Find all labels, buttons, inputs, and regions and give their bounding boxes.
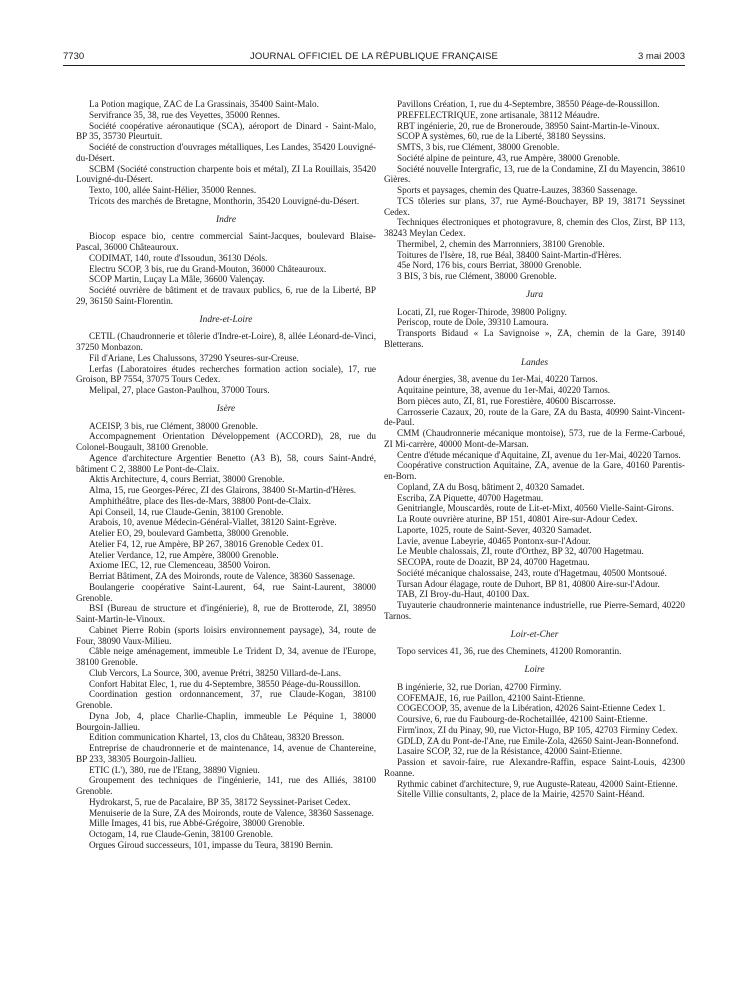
page-number: 7730 — [63, 51, 85, 62]
company-entry: Câble neige aménagement, immeuble Le Trident D, 34, avenue de l'Europe, 38100 Grenoble. — [76, 646, 376, 667]
company-entry: Transports Bidaud « La Savignoise », ZA, chemin de la Gare, 39140 Bletterans. — [384, 328, 685, 349]
company-entry: Topo services 41, 36, rue des Cheminets, 41200 Romorantin. — [397, 646, 622, 657]
company-entry: Dyna Job, 4, place Charlie-Chaplin, immeuble Le Péquine 1, 38000 Bourgoin-Jallieu. — [76, 710, 376, 732]
department-heading: Jura — [525, 289, 544, 300]
company-entry: COFEMAJE, 16, rue Paillon, 42100 Saint-Etienne. — [397, 692, 586, 703]
company-entry: Escriba, ZA Piquette, 40700 Hagetmau. — [397, 492, 544, 503]
company-entry: COGECOOP, 35, avenue de la Libération, 42026 Saint-Etienne Cedex 1. — [397, 703, 666, 714]
company-entry: Lasaire SCOP, 32, rue de la Résistance, 42000 Saint-Etienne. — [397, 746, 623, 757]
company-entry: TCS tôleries sur plans, 37, rue Aymé-Bouchayer, BP 19, 38171 Seyssinet Cedex. — [384, 195, 685, 217]
company-entry: ACEISP, 3 bis, rue Clément, 38000 Grenoble. — [89, 420, 258, 431]
company-entry: Confort Habitat Elec, 1, rue du 4-Septembre, 38550 Péage-du-Roussillon. — [89, 678, 361, 689]
company-entry: Amphithéâtre, place des Iles-de-Mars, 38800 Pont-de-Claix. — [89, 495, 311, 506]
company-entry: Menuiserie de la Sure, ZA des Moironds, route de Valence, 38360 Sassenage. — [89, 807, 374, 818]
company-entry: Techniques électroniques et photogravure, 8, chemin des Clos, Zirst, BP 113, 38243 Meylan Cedex. — [384, 217, 685, 238]
company-entry: Carrosserie Cazaux, 20, route de la Gare, ZA du Basta, 40990 Saint-Vincent-de-Paul. — [384, 406, 685, 428]
company-entry: Axiome IEC, 12, rue Clemenceau, 38500 Voiron. — [89, 560, 271, 571]
company-entry: PREFELECTRIQUE, zone artisanale, 38112 Méaudre. — [397, 109, 600, 120]
company-entry: Entreprise de chaudronnerie et de maintenance, 14, avenue de Chantereine, BP 233, 38305 Bourgoin-Jallieu. — [76, 743, 376, 764]
department-heading: Isère — [216, 403, 236, 414]
company-entry: B ingénierie, 32, rue Dorian, 42700 Firminy. — [397, 681, 562, 692]
company-entry: Orgues Giroud successeurs, 101, impasse du Teura, 38190 Bernin. — [89, 839, 333, 850]
department-heading: Loire — [524, 665, 545, 675]
company-entry: La Potion magique, ZAC de La Grassinais, 35400 Saint-Malo. — [89, 99, 319, 109]
company-entry: Born pièces auto, ZI, 81, rue Forestière, 40600 Biscarrosse. — [397, 395, 616, 406]
journal-title: JOURNAL OFFICIEL DE LA RÉPUBLIQUE FRANÇAISE — [249, 51, 499, 62]
company-entry: RBT ingénierie, 20, rue de Broneroude, 38950 Saint-Martin-le-Vinoux. — [397, 120, 660, 131]
company-entry: Aktis Architecture, 4, cours Berriat, 38000 Grenoble. — [89, 474, 285, 485]
company-entry: Thermibel, 2, chemin des Marronniers, 38100 Grenoble. — [397, 238, 605, 249]
company-entry: Genitriangle, Mouscardès, route de Lit-et-Mixt, 40560 Vielle-Saint-Girons. — [397, 503, 674, 514]
company-entry: Atelier EO, 29, boulevard Gambetta, 38000 Grenoble. — [89, 528, 289, 538]
company-entry: Berriat Bâtiment, ZA des Moironds, route de Valence, 38360 Sassenage. — [89, 571, 355, 581]
page-header — [63, 51, 685, 66]
company-entry: Coopérative construction Aquitaine, ZA, avenue de la Gare, 40160 Parentis-en-Born. — [384, 460, 685, 481]
department-heading: Landes — [520, 357, 549, 368]
company-entry: Mille Images, 41 bis, rue Abbé-Grégoire, 38000 Grenoble. — [89, 818, 305, 829]
company-entry: CMM (Chaudronnerie mécanique montoise), 573, rue de la Ferme-Carboué, ZI Mi-carrère, 40000 Mont-de-Marsan. — [384, 428, 685, 449]
company-entry: Biocop espace bio, centre commercial Saint-Jacques, boulevard Blaise-Pascal, 36000 Châteauroux. — [76, 231, 376, 252]
company-entry: ETIC (L'), 380, rue de l'Etang, 38890 Vignieu. — [89, 764, 260, 775]
company-entry: TAB, ZI Broy-du-Haut, 40100 Dax. — [397, 589, 530, 600]
company-entry: Cabinet Pierre Robin (sports loisirs environnement paysage), 34, route de Four, 38090 Vaux-Milieu. — [76, 624, 376, 646]
company-entry: Rythmic cabinet d'architecture, 9, rue Auguste-Rateau, 42000 Saint-Etienne. — [397, 778, 678, 789]
company-entry: 45e Nord, 176 bis, cours Berriat, 38000 Grenoble. — [397, 260, 582, 271]
company-entry: Adour énergies, 38, avenue du 1er-Mai, 40220 Tarnos. — [397, 374, 598, 385]
company-entry: Société ouvrière de bâtiment et de travaux publics, 6, rue de la Liberté, BP 29, 36150 Saint-Florentin. — [76, 285, 376, 306]
company-entry: Lerfas (Laboratoires études recherches formation action sociale), 17, rue Groison, BP 7554, 37075 Tours Cedex. — [76, 363, 376, 385]
company-entry: SMTS, 3 bis, rue Clément, 38000 Grenoble. — [397, 142, 560, 152]
company-entry: Centre d'étude mécanique d'Aquitaine, ZI, avenue du 1er-Mai, 40220 Tarnos. — [397, 449, 681, 460]
right-column — [384, 99, 685, 800]
company-entry: Groupement des techniques de l'ingénierie, 141, rue des Alliés, 38100 Grenoble. — [76, 775, 376, 796]
company-entry: Accompagnement Orientation Développement (ACCORD), 28, rue du Colonel-Bougault, 38100 Grenoble. — [76, 431, 376, 452]
department-heading: Indre — [216, 214, 236, 225]
company-entry: Le Meuble chalossais, ZI, route d'Orthez, BP 32, 40700 Hagetmau. — [397, 546, 644, 557]
company-entry: BSI (Bureau de structure et d'ingénierie), 8, rue de Brotterode, ZI, 38950 Saint-Martin-le-Vinoux. — [76, 603, 376, 624]
company-entry: Texto, 100, allée Saint-Hélier, 35000 Rennes. — [89, 185, 257, 195]
company-entry: Toitures de l'Isère, 18, rue Béal, 38400 Saint-Martin-d'Hères. — [397, 249, 622, 260]
company-entry: CETIL (Chaudronnerie et tôlerie d'Indre-et-Loire), 8, allée Léonard-de-Vinci, 37250 Monbazon. — [76, 331, 376, 352]
company-entry: Sitelle Villie consultants, 2, place de la Mairie, 42570 Saint-Héand. — [397, 789, 645, 800]
company-entry: GDLD, ZA du Pont-de-l'Ane, rue Emile-Zola, 42650 Saint-Jean-Bonnefond. — [397, 735, 679, 746]
company-entry: CODIMAT, 140, route d'Issoudun, 36130 Déols. — [89, 252, 268, 263]
company-entry: Servifrance 35, 38, rue des Veyettes, 35000 Rennes. — [89, 109, 280, 120]
company-entry: Coordination gestion ordonnancement, 37, rue Claude-Kogan, 38100 Grenoble. — [76, 689, 376, 710]
company-entry: Laporte, 1025, route de Saint-Sever, 40320 Samadet. — [397, 524, 592, 535]
company-entry: Electru SCOP, 3 bis, rue du Grand-Mouton, 36000 Châteauroux. — [89, 263, 327, 274]
left-column — [76, 99, 376, 851]
company-entry: Locati, ZI, rue Roger-Thirode, 39800 Poligny. — [397, 306, 567, 317]
company-entry: Edition communication Khartel, 13, clos du Château, 38320 Bresson. — [89, 732, 345, 743]
company-entry: SECOPA, route de Doazit, BP 24, 40700 Hagetmau. — [397, 557, 590, 567]
department-heading: Loir-et-Cher — [510, 629, 559, 640]
company-entry: Pavillons Création, 1, rue du 4-Septembre, 38550 Péage-de-Roussillon. — [397, 99, 660, 109]
company-entry: Société alpine de peinture, 43, rue Ampère, 38000 Grenoble. — [397, 152, 620, 163]
company-entry: SCOP Martin, Luçay La Mâle, 36600 Valençay. — [89, 274, 265, 285]
company-entry: Firm'inox, ZI du Pinay, 90, rue Victor-Hugo, BP 105, 42703 Firminy Cedex. — [397, 724, 678, 735]
company-entry: Tuyauterie chaudronnerie maintenance industrielle, rue Pierre-Semard, 40220 Tarnos. — [384, 600, 685, 621]
company-entry: Passion et savoir-faire, rue Alexandre-Raffin, espace Saint-Louis, 42300 Roanne. — [384, 757, 685, 778]
company-entry: Société nouvelle Intergrafic, 13, rue de la Condamine, ZI du Mayencin, 38610 Gières. — [384, 163, 685, 185]
company-entry: Copland, ZA du Bosq, bâtiment 2, 40320 Samadet. — [397, 481, 585, 492]
company-entry: Boulangerie coopérative Saint-Laurent, 64, rue Saint-Laurent, 38000 Grenoble. — [76, 581, 376, 603]
company-entry: Api Conseil, 14, rue Claude-Genin, 38100 Grenoble. — [89, 506, 284, 517]
company-entry: SCBM (Société construction charpente bois et métal), ZI La Rouillais, 35420 Louvigné-du-Désert. — [76, 163, 376, 185]
company-entry: Melipal, 27, place Gaston-Paulhou, 37000 Tours. — [89, 385, 270, 395]
company-entry: Tursan Adour élagage, route de Duhort, BP 81, 40800 Aire-sur-l'Adour. — [397, 578, 660, 589]
company-entry: SCOP A systèmes, 60, rue de la Liberté, 38180 Seyssins. — [397, 131, 606, 142]
company-entry: 3 BIS, 3 bis, rue Clément, 38000 Grenoble. — [397, 271, 557, 281]
company-entry: Agence d'architecture Argentier Benetto (A3 B), 58, cours Saint-André, bâtiment C 2, 38800 Le Pont-de-Claix. — [76, 452, 376, 474]
company-entry: Atelier Verdance, 12, rue Ampère, 38000 Grenoble. — [89, 549, 279, 560]
company-entry: Lavie, avenue Labeyrie, 40465 Pontonx-sur-l'Adour. — [397, 535, 591, 546]
company-entry: Tricots des marchés de Bretagne, Monthorin, 35420 Louvigné-du-Désert. — [89, 195, 360, 206]
company-entry: Société mécanique chalossaise, 243, route d'Hagetmau, 40500 Montsoué. — [397, 567, 667, 578]
company-entry: Octogam, 14, rue Claude-Genin, 38100 Grenoble. — [89, 829, 273, 839]
company-entry: Hydrokarst, 5, rue de Pacalaire, BP 35, 38172 Seyssinet-Pariset Cedex. — [89, 796, 351, 807]
publication-date: 3 mai 2003 — [637, 51, 685, 62]
department-heading: Indre-et-Loire — [199, 314, 253, 325]
company-entry: Société de construction d'ouvrages métalliques, Les Landes, 35420 Louvigné-du-Désert. — [76, 142, 376, 163]
company-entry: Arabois, 10, avenue Médecin-Général-Viallet, 38120 Saint-Egrève. — [89, 517, 337, 528]
company-entry: Alma, 15, rue Georges-Pérec, ZI des Glairons, 38400 St-Martin-d'Hères. — [89, 485, 357, 495]
company-entry: Coursive, 6, rue du Faubourg-de-Rochetaillée, 42100 Saint-Etienne. — [397, 714, 648, 724]
company-entry: Aquitaine peinture, 38, avenue du 1er-Mai, 40220 Tarnos. — [397, 385, 611, 395]
company-entry: Sports et paysages, chemin des Quatre-Lauzes, 38360 Sassenage. — [397, 185, 638, 195]
company-entry: Atelier F4, 12, rue Ampère, BP 267, 38016 Grenoble Cedex 01. — [89, 538, 324, 549]
company-entry: Club Vercors, La Source, 300, avenue Prétri, 38250 Villard-de-Lans. — [89, 667, 341, 678]
company-entry: Société coopérative aéronautique (SCA), aéroport de Dinard - Saint-Malo, BP 35, 35730 Pleurtuit. — [76, 120, 376, 142]
company-entry: La Route ouvrière aturine, BP 151, 40801 Aire-sur-Adour Cedex. — [397, 514, 638, 524]
company-entry: Fil d'Ariane, Les Chalussons, 37290 Yseures-sur-Creuse. — [89, 352, 299, 363]
company-entry: Periscop, route de Dole, 39310 Lamoura. — [397, 317, 549, 328]
